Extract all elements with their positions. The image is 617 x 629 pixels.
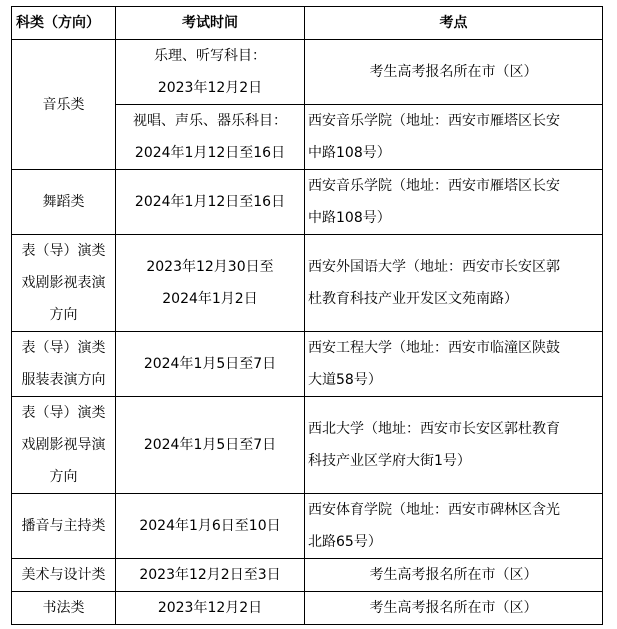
cell-line: 乐理、听写科目： (154, 48, 266, 64)
location-cell (305, 170, 603, 235)
cell-line: 杜教育科技产业开发区文苑南路） (308, 291, 518, 307)
table-row (12, 559, 603, 592)
table-row (12, 235, 603, 332)
location-cell (305, 559, 603, 592)
cell-line: 考生高考报名所在市（区） (369, 567, 538, 583)
cell-line: 书法类 (42, 600, 85, 616)
cell-line: 西安工程大学（地址：西安市临潼区陕鼓 (308, 340, 560, 356)
location-cell (305, 494, 603, 559)
category-cell (12, 332, 116, 397)
table-row (12, 592, 603, 625)
cell-line: 中路108号） (308, 210, 391, 226)
time-cell (116, 494, 305, 559)
time-cell (116, 559, 305, 592)
header-location: 考点 (305, 7, 603, 40)
category-cell (12, 170, 116, 235)
location-cell (305, 235, 603, 332)
cell-line: 方向 (49, 307, 78, 323)
cell-line: 美术与设计类 (21, 567, 106, 583)
cell-line: 2023年12月30日至 (146, 259, 274, 275)
table-row (12, 40, 603, 105)
cell-line: 考生高考报名所在市（区） (369, 600, 538, 616)
header-time: 考试时间 (116, 7, 305, 40)
cell-line: 2024年1月12日至16日 (134, 194, 286, 210)
table-row (12, 332, 603, 397)
header-row (12, 7, 603, 40)
time-cell (116, 40, 305, 105)
cell-line: 2024年1月5日至7日 (143, 356, 277, 372)
cell-line: 西安外国语大学（地址：西安市长安区郭 (308, 259, 560, 275)
cell-line: 2023年12月2日 (157, 600, 263, 616)
category-cell (12, 559, 116, 592)
time-cell (116, 397, 305, 494)
cell-line: 西安体育学院（地址：西安市碑林区含光 (308, 502, 560, 518)
cell-line: 视唱、声乐、器乐科目： (133, 113, 287, 129)
cell-line: 科技产业区学府大街1号） (308, 453, 471, 469)
time-cell (116, 105, 305, 170)
location-cell (305, 397, 603, 494)
time-cell (116, 592, 305, 625)
time-cell (116, 332, 305, 397)
cell-line: 西北大学（地址：西安市长安区郭杜教育 (308, 421, 560, 437)
cell-line: 大道58号） (308, 372, 382, 388)
cell-line: 2023年12月2日 (157, 80, 263, 96)
cell-line: 2024年1月6日至10日 (139, 518, 281, 534)
location-cell (305, 105, 603, 170)
cell-line: 表（导）演类 (21, 340, 106, 356)
cell-line: 表（导）演类 (21, 405, 106, 421)
category-cell (12, 397, 116, 494)
time-cell (116, 170, 305, 235)
cell-line: 戏剧影视表演 (21, 275, 106, 291)
category-cell (12, 494, 116, 559)
cell-line: 方向 (49, 469, 78, 485)
cell-line: 播音与主持类 (21, 518, 106, 534)
cell-line: 中路108号） (308, 145, 391, 161)
cell-line: 西安音乐学院（地址：西安市雁塔区长安 (308, 113, 560, 129)
table-row (12, 397, 603, 494)
location-cell (305, 332, 603, 397)
table-row (12, 170, 603, 235)
cell-line: 服装表演方向 (21, 372, 106, 388)
time-cell (116, 235, 305, 332)
cell-line: 戏剧影视导演 (21, 437, 106, 453)
cell-line: 2024年1月2日 (162, 291, 258, 307)
category-cell: 音乐类 (12, 40, 116, 170)
cell-line: 西安音乐学院（地址：西安市雁塔区长安 (308, 178, 560, 194)
location-cell (305, 40, 603, 105)
table-row (12, 494, 603, 559)
cell-line: 2024年1月5日至7日 (143, 437, 277, 453)
cell-line: 北路65号） (308, 534, 382, 550)
category-cell (12, 235, 116, 332)
cell-line: 2024年1月12日至16日 (134, 145, 286, 161)
location-cell (305, 592, 603, 625)
category-cell (12, 592, 116, 625)
cell-line: 2023年12月2日至3日 (139, 567, 281, 583)
cell-line: 舞蹈类 (42, 194, 85, 210)
exam-schedule-table (11, 6, 603, 625)
cell-line: 表（导）演类 (21, 243, 106, 259)
cell-line: 考生高考报名所在市（区） (369, 64, 538, 80)
header-category: 科类（方向） (12, 7, 116, 40)
